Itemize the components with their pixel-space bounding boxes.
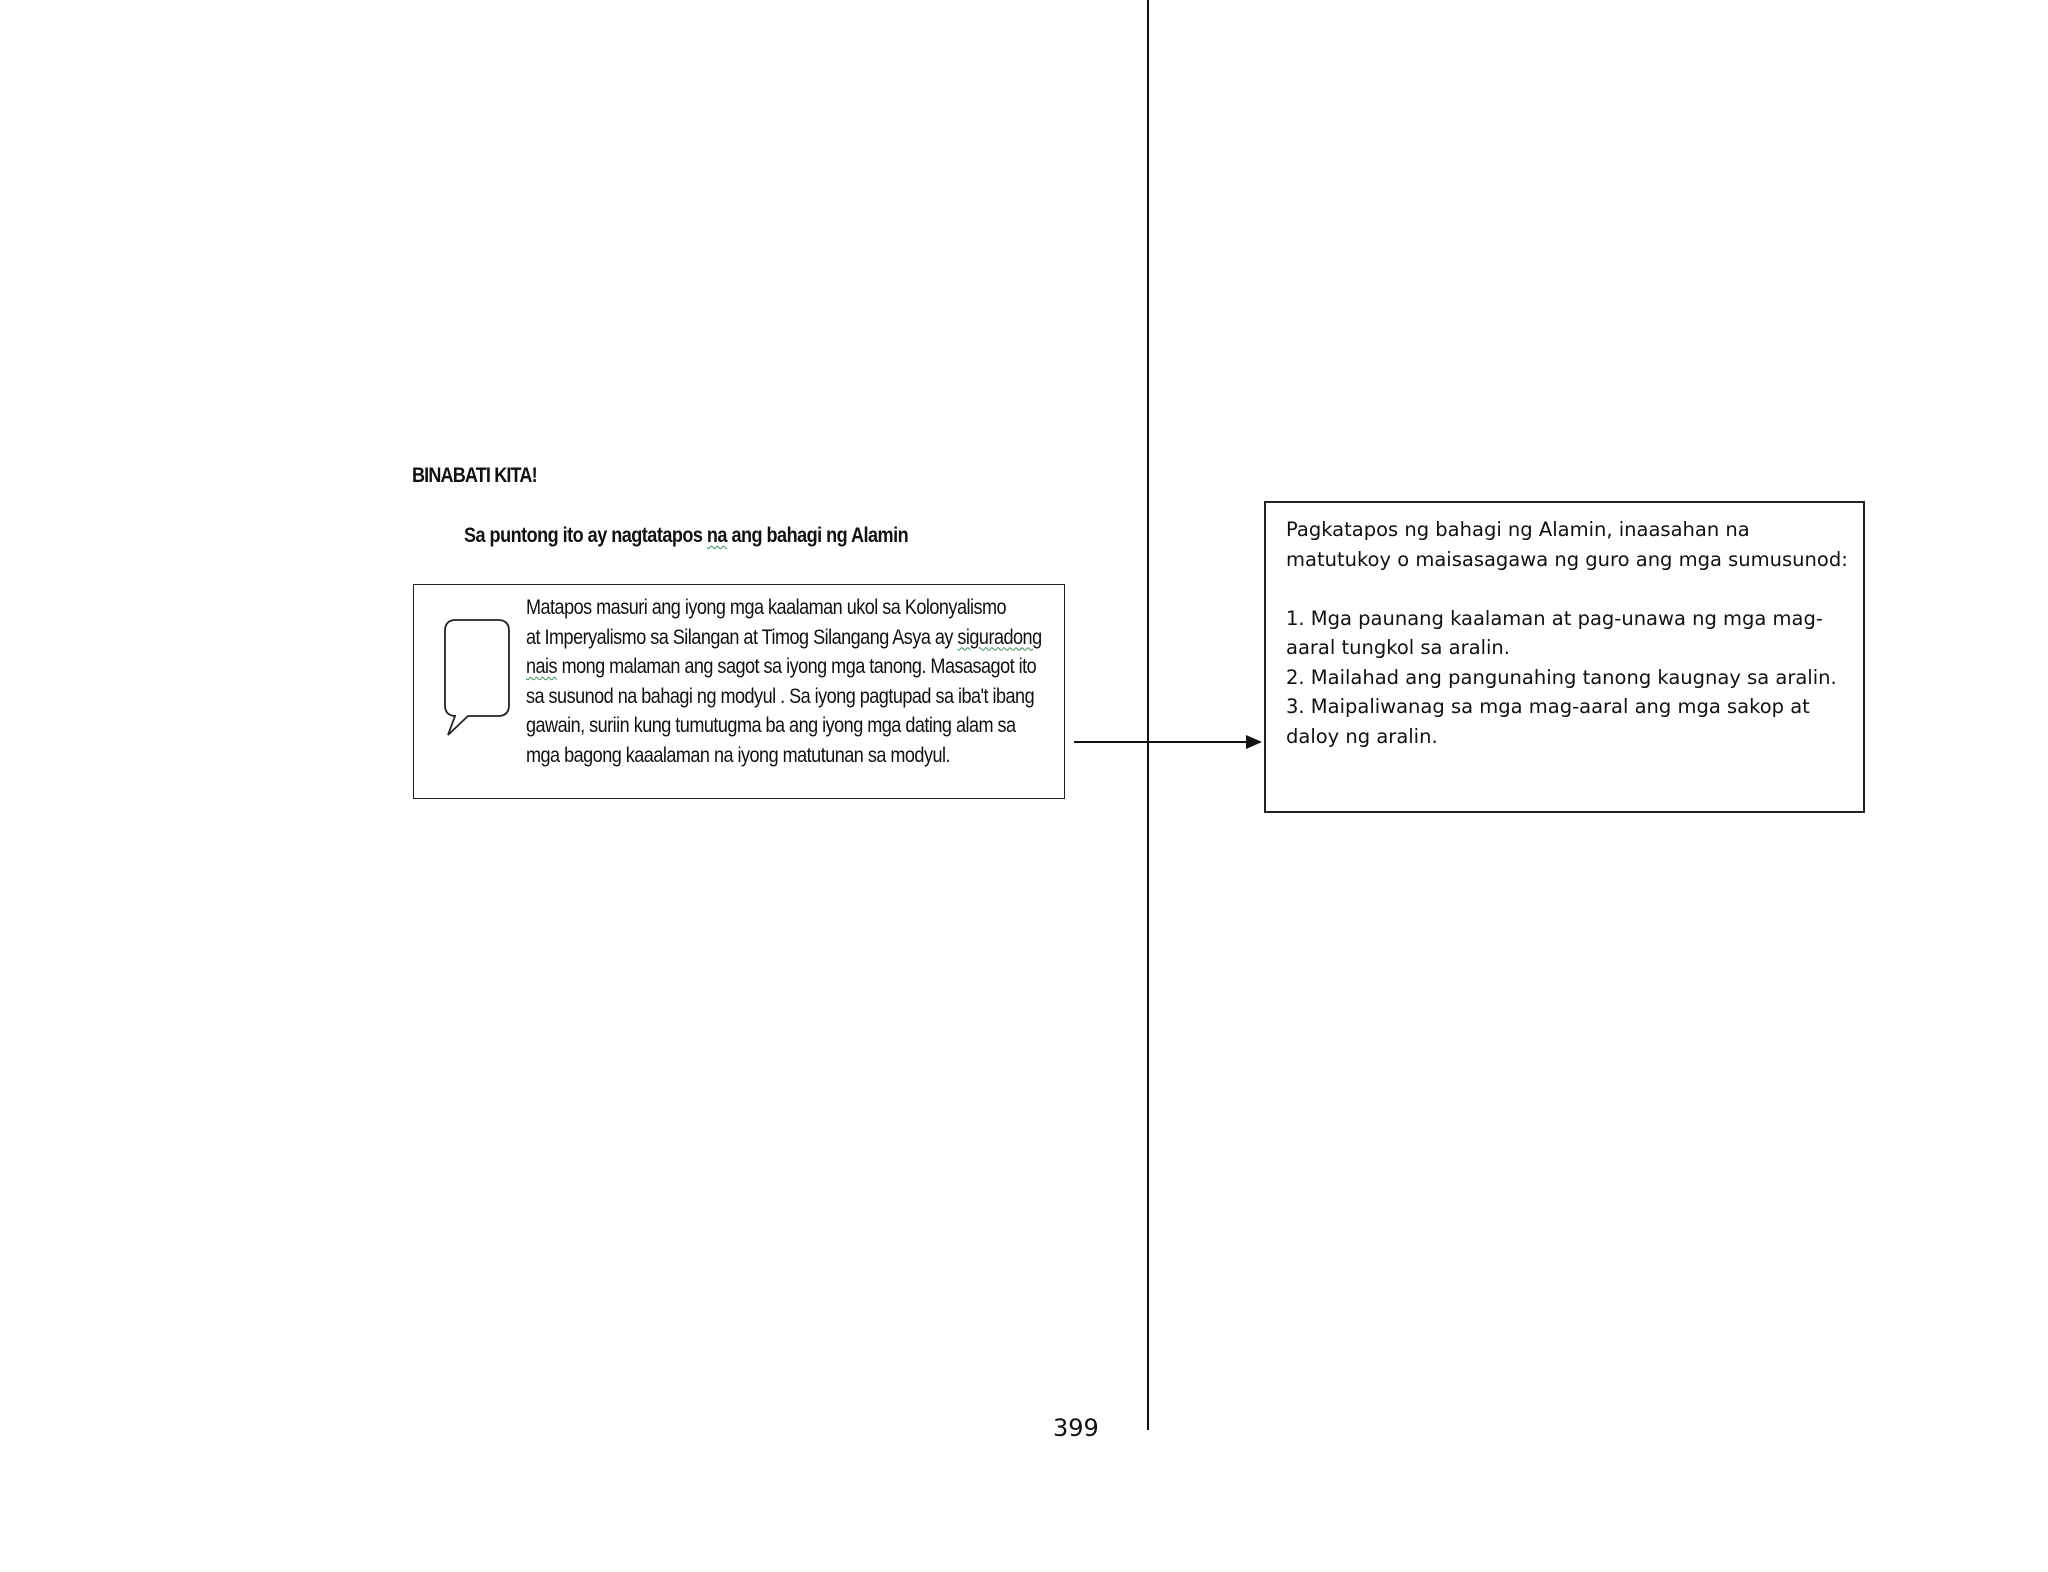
subheading-text-before: Sa puntong ito ay nagtatapos (464, 524, 707, 547)
module-line-3-underlined-word: nais (526, 655, 558, 678)
module-line-6 (526, 741, 1042, 771)
module-line-3 (526, 652, 1042, 682)
module-line-2-text: at Imperyalismo sa Silangan at Timog Silangang Asya ay (526, 625, 958, 649)
module-line-2 (526, 623, 1042, 653)
module-line-5 (526, 711, 1042, 741)
module-paragraph (526, 593, 1042, 770)
notes-item-line-4: 3. Maipaliwanag sa mga mag-aaral ang mga sakop at (1286, 695, 1810, 718)
page-heading: BINABATI KITA! (412, 464, 537, 487)
page-number: 399 (1053, 1414, 1099, 1442)
module-line-6-text: mga bagong kaaalaman na iyong matutunan sa modyul. (526, 743, 950, 767)
module-line-1 (526, 593, 1042, 623)
notes-item-line-5: daloy ng aralin. (1286, 724, 1438, 748)
module-line-2-underlined-word: siguradong (957, 625, 1042, 649)
module-line-3-text: mong malaman ang sagot sa iyong mga tanong. Masasagot ito (557, 655, 1037, 678)
module-line-4 (526, 682, 1042, 712)
module-line-1-text: Matapos masuri ang iyong mga kaalaman ukol sa Kolonyalismo (526, 596, 1007, 619)
notes-item-line-1: 1. Mga paunang kaalaman at pag-unawa ng mga mag- (1286, 606, 1823, 630)
subheading-text-after: ang bahagi ng Alamin (726, 524, 909, 547)
module-line-5-text: gawain, suriin kung tumutugma ba ang iyong mga dating alam sa (526, 714, 1016, 737)
notes-intro-line-1: Pagkatapos ng bahagi ng Alamin, inaasahan na (1286, 518, 1750, 541)
section-subheading (464, 524, 908, 548)
notes-item-line-2: aaral tungkol sa aralin. (1286, 636, 1510, 659)
notes-spacer (1286, 574, 1843, 604)
notes-intro-line-2: matutukoy o maisasagawa ng guro ang mga sumusunod: (1286, 547, 1848, 571)
module-line-4-text: sa susunod na bahagi ng modyul . Sa iyong pagtupad sa iba't ibang (526, 684, 1035, 708)
subheading-underlined-word: na (706, 524, 727, 547)
speech-bubble-icon (442, 617, 512, 737)
notes-item-line-3: 2. Mailahad ang pangunahing tanong kaugnay sa aralin. (1286, 665, 1837, 689)
page-divider-line (1147, 0, 1149, 1430)
teacher-notes-box (1264, 501, 1865, 813)
module-text-box (413, 584, 1065, 799)
arrow-right-icon (1074, 730, 1264, 754)
